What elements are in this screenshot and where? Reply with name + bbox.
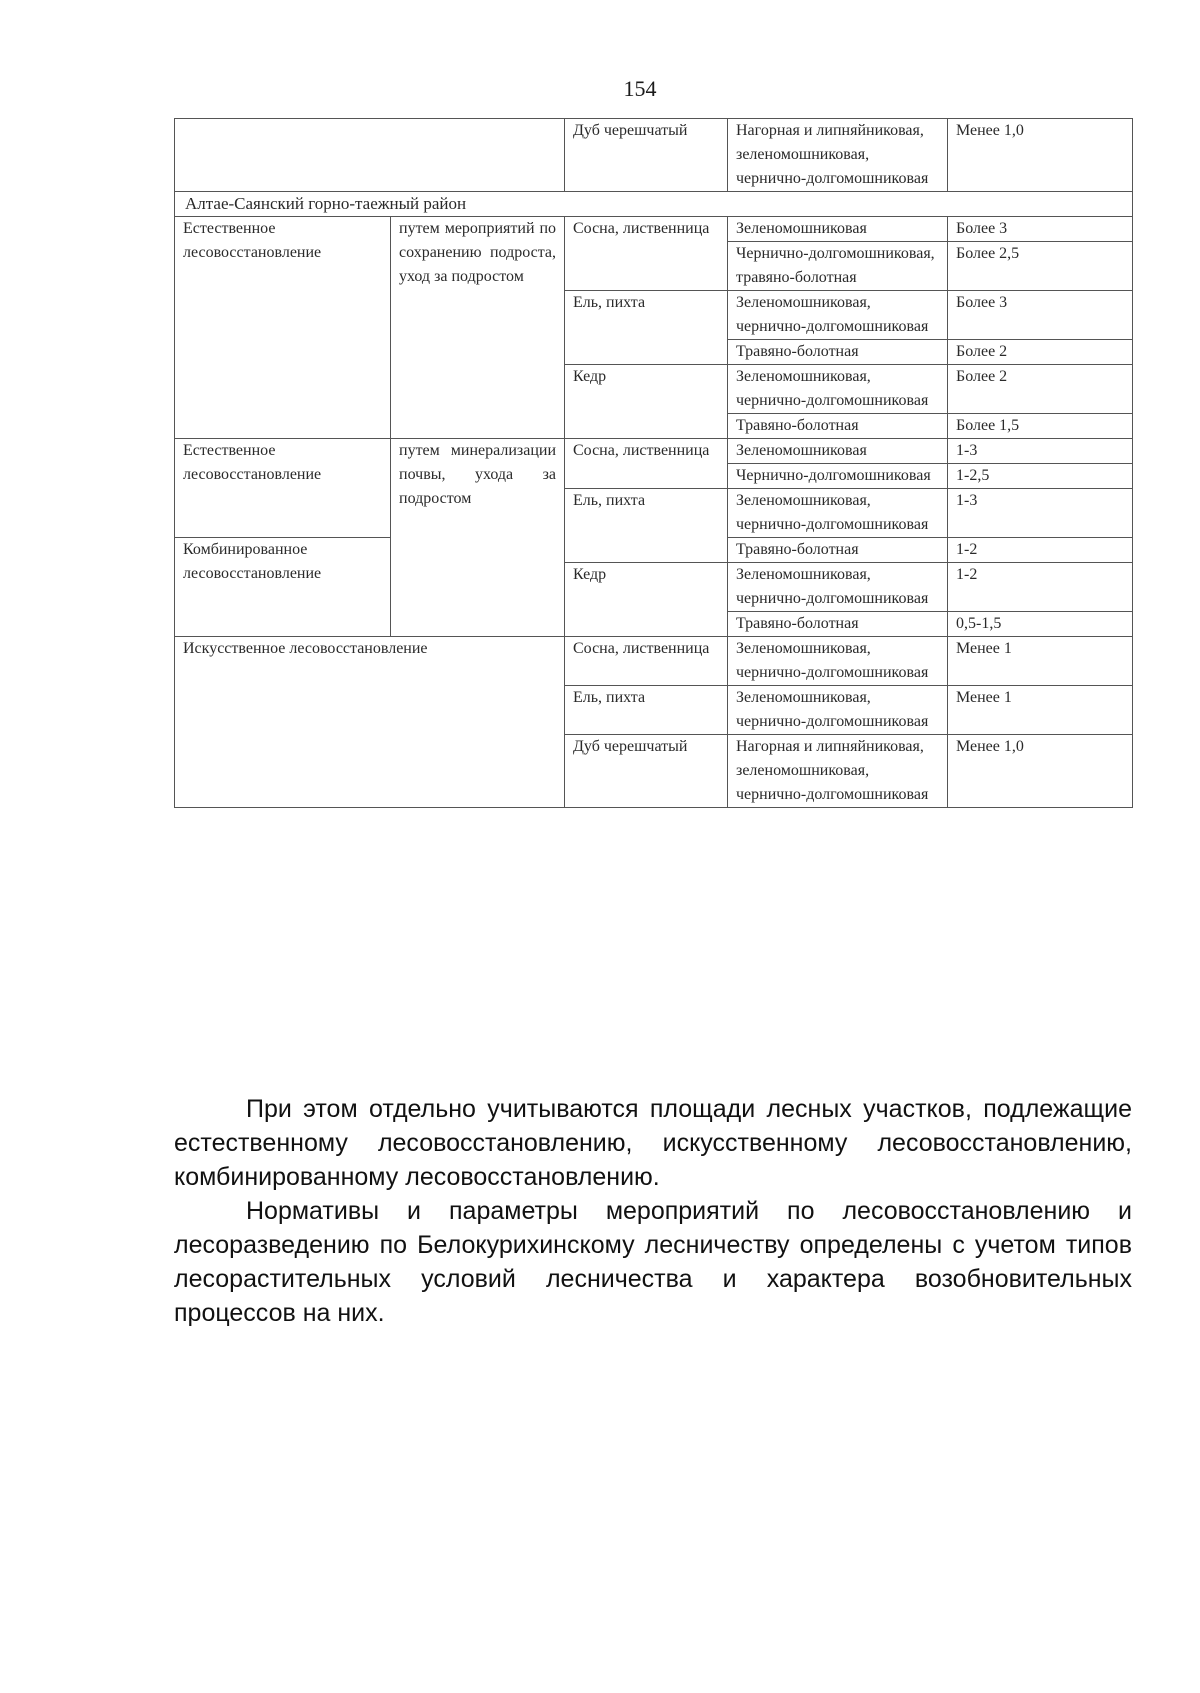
- value-cell: Менее 1: [948, 637, 1133, 686]
- region-header: Алтае-Саянский горно-таежный район: [175, 192, 1133, 217]
- species-cell: Ель, пихта: [565, 291, 728, 365]
- forest-type-cell: Травяно-болотная: [728, 538, 948, 563]
- forest-type-cell: Зеленомошниковая: [728, 217, 948, 242]
- measures-cell: путем минерализации почвы, ухода за подростом: [391, 439, 565, 637]
- value-cell: Более 1,5: [948, 414, 1133, 439]
- value-cell: Более 2,5: [948, 242, 1133, 291]
- value-cell: Менее 1,0: [948, 119, 1133, 192]
- species-cell: Кедр: [565, 563, 728, 637]
- body-paragraph: При этом отдельно учитываются площади лесных участков, подлежащие естественному лесовосстановлению, искусственному лесовосстановлению, комбинированному лесовосстановлению.: [174, 1095, 1132, 1191]
- species-cell: Сосна, лиственница: [565, 439, 728, 489]
- method-cell: Естественное лесовосстановление: [175, 439, 391, 538]
- value-cell: 1-2: [948, 538, 1133, 563]
- species-cell: Ель, пихта: [565, 489, 728, 563]
- value-cell: 0,5-1,5: [948, 612, 1133, 637]
- value-cell: Менее 1,0: [948, 735, 1133, 808]
- species-cell: Кедр: [565, 365, 728, 439]
- table-row: [175, 119, 1133, 192]
- forest-type-cell: Зеленомошниковая, чернично-долгомошниковая: [728, 291, 948, 340]
- forest-type-cell: Зеленомошниковая, чернично-долгомошниковая: [728, 637, 948, 686]
- value-cell: Менее 1: [948, 686, 1133, 735]
- forest-type-cell: Зеленомошниковая, чернично-долгомошниковая: [728, 489, 948, 538]
- value-cell: Более 3: [948, 291, 1133, 340]
- method-cell: Комбинированное лесовосстановление: [175, 538, 391, 637]
- region-header-row: [175, 192, 1133, 217]
- value-cell: 1-2: [948, 563, 1133, 612]
- species-cell: Дуб черешчатый: [565, 735, 728, 808]
- forest-type-cell: Чернично-долгомошниковая: [728, 464, 948, 489]
- forest-type-cell: Травяно-болотная: [728, 340, 948, 365]
- forest-type-cell: Травяно-болотная: [728, 612, 948, 637]
- forest-type-cell: Зеленомошниковая, чернично-долгомошниковая: [728, 686, 948, 735]
- species-cell: Дуб черешчатый: [565, 119, 728, 192]
- species-cell: Сосна, лиственница: [565, 217, 728, 291]
- forest-type-cell: Зеленомошниковая, чернично-долгомошниковая: [728, 365, 948, 414]
- value-cell: Более 3: [948, 217, 1133, 242]
- forest-type-cell: Зеленомошниковая: [728, 439, 948, 464]
- method-cell: Естественное лесовосстановление: [175, 217, 391, 439]
- table-row: [175, 217, 1133, 242]
- species-cell: Ель, пихта: [565, 686, 728, 735]
- page-number: 154: [623, 76, 657, 101]
- empty-cell: [175, 119, 565, 192]
- forest-type-cell: Травяно-болотная: [728, 414, 948, 439]
- method-cell: Искусственное лесовосстановление: [175, 637, 565, 808]
- measures-cell: путем мероприятий по сохранению подроста, уход за подростом: [391, 217, 565, 439]
- value-cell: Более 2: [948, 365, 1133, 414]
- value-cell: 1-3: [948, 489, 1133, 538]
- forest-type-cell: Нагорная и липняйниковая, зеленомошниковая, чернично-долгомошниковая: [728, 119, 948, 192]
- value-cell: 1-3: [948, 439, 1133, 464]
- forest-type-cell: Нагорная и липняйниковая, зеленомошниковая, чернично-долгомошниковая: [728, 735, 948, 808]
- value-cell: 1-2,5: [948, 464, 1133, 489]
- value-cell: Более 2: [948, 340, 1133, 365]
- table-row: [175, 637, 1133, 686]
- forest-type-cell: Зеленомошниковая, чернично-долгомошниковая: [728, 563, 948, 612]
- table-row: [175, 439, 1133, 464]
- species-cell: Сосна, лиственница: [565, 637, 728, 686]
- forest-type-cell: Чернично-долгомошниковая, травяно-болотная: [728, 242, 948, 291]
- body-paragraph: Нормативы и параметры мероприятий по лесовосстановлению и лесоразведению по Белокурихинскому лесничеству определены с учетом типов лесорастительных условий лесничества и характера возобновительных процессов на них.: [174, 1197, 1132, 1327]
- reforestation-norms-table: [174, 118, 1133, 808]
